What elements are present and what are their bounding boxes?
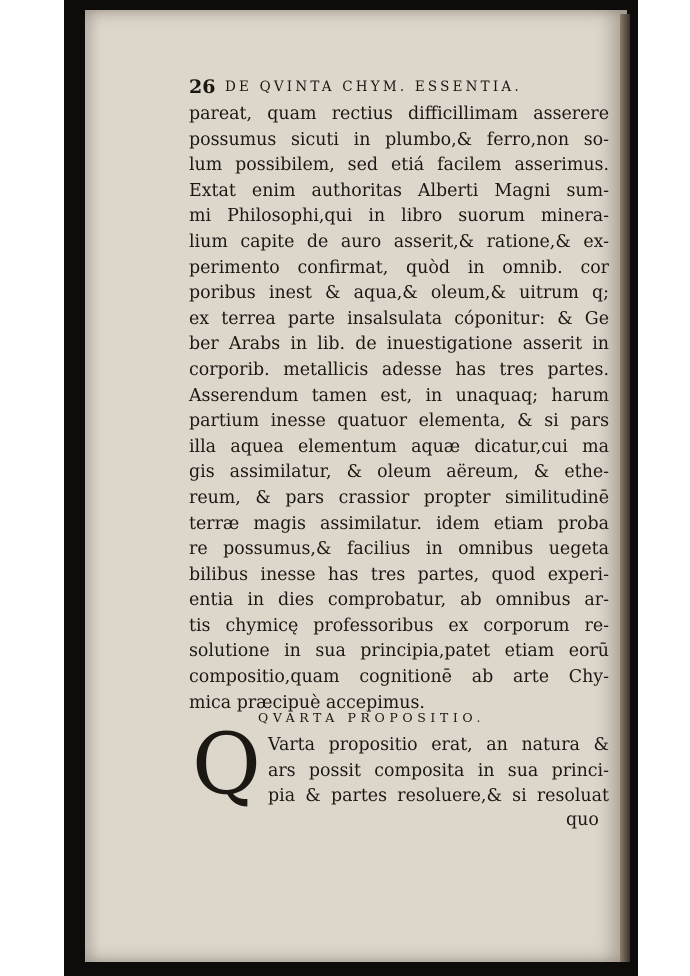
text-line: lium capite de auro asserit,& ratione,& ex- bbox=[189, 231, 609, 252]
text-line: solutione in sua principia,patet etiam eorū bbox=[189, 641, 609, 662]
text-line: partium inesse quatuor elementa, & si pars bbox=[189, 411, 609, 432]
text-line: pareat, quam rectius difficillimam asserere bbox=[189, 104, 609, 124]
text-line: gis assimilatur, & oleum aëreum, & ethe- bbox=[189, 462, 609, 483]
text-line: reum, & pars crassior propter similitudinē bbox=[189, 487, 609, 508]
text-line: ex terrea parte insalsulata cóponitur: & Ge bbox=[189, 308, 609, 329]
text-line: mica præcipuè accepimus. bbox=[189, 692, 425, 713]
text-line: lum possibilem, sed etiá facilem asserimus. bbox=[189, 155, 609, 176]
text-line: perimento confirmat, quòd in omnib. cor bbox=[189, 257, 609, 278]
text-line: mi Philosophi,qui in libro suorum minera- bbox=[189, 206, 609, 227]
text-line: entia in dies comprobatur, ab omnibus ar- bbox=[189, 590, 609, 611]
text-line: bilibus inesse has tres partes, quod experi- bbox=[189, 564, 609, 585]
page-edge-shadow bbox=[620, 14, 630, 962]
text-line: compositio,quam cognitionē ab arte Chy- bbox=[189, 667, 609, 688]
running-head bbox=[189, 76, 609, 100]
proposition-paragraph bbox=[268, 733, 609, 810]
running-title: DE QVINTA CHYM. ESSENTIA. bbox=[225, 79, 522, 95]
text-line: Varta propositio erat, an natura & bbox=[268, 735, 609, 755]
text-line: possumus sicuti in plumbo,& ferro,non so- bbox=[189, 129, 609, 150]
drop-cap-initial: Q bbox=[192, 715, 261, 813]
text-line: pia & partes resoluere,& si resoluat bbox=[268, 786, 609, 807]
text-line: re possumus,& facilius in omnibus uegeta bbox=[189, 539, 609, 560]
text-line: corporib. metallicis adesse has tres partes. bbox=[189, 359, 609, 380]
text-line: Extat enim authoritas Alberti Magni sum- bbox=[189, 180, 609, 201]
text-line: terræ magis assimilatur. idem etiam proba bbox=[189, 513, 609, 534]
text-line: ber Arabs in lib. de inuestigatione asserit in bbox=[189, 334, 609, 355]
section-heading: QVARTA PROPOSITIO. bbox=[258, 710, 486, 725]
text-line: illa aquea elementum aquæ dicatur,cui ma bbox=[189, 436, 609, 457]
catchword: quo bbox=[566, 810, 599, 830]
body-text bbox=[189, 102, 609, 716]
text-line: Asserendum tamen est, in unaquaq; harum bbox=[189, 385, 609, 406]
page-number: 26 bbox=[189, 76, 216, 98]
text-line: tis chymicę professoribus ex corporum re- bbox=[189, 615, 609, 636]
text-line: poribus inest & aqua,& oleum,& uitrum q; bbox=[189, 283, 609, 304]
text-line: ars possit composita in sua princi- bbox=[268, 760, 609, 781]
